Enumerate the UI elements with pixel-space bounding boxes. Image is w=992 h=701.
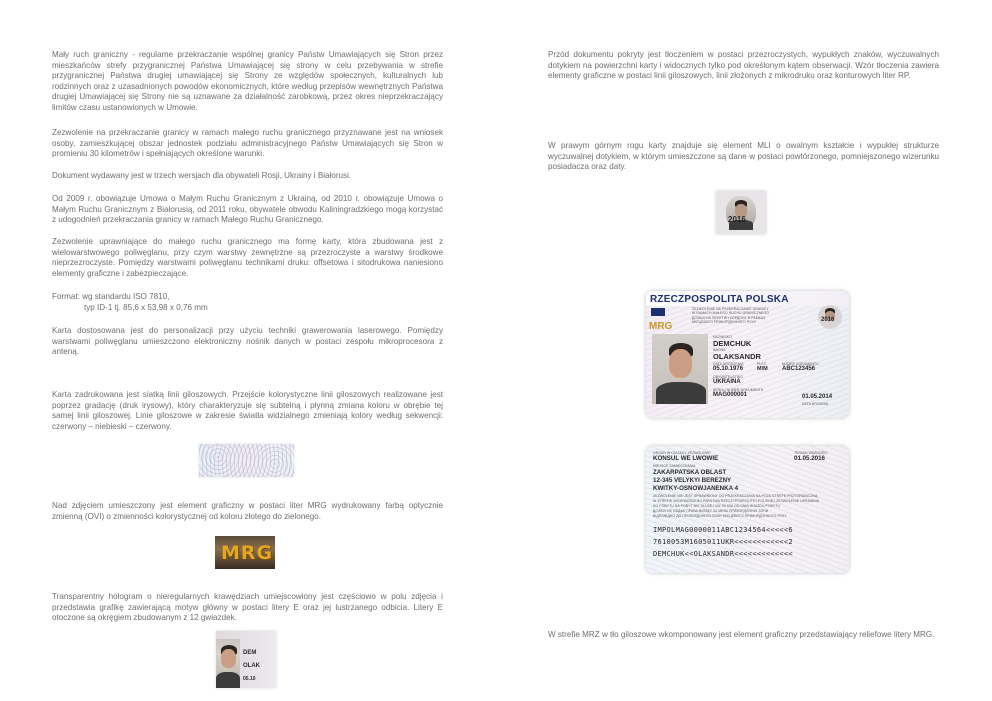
card-mrg-ovi: MRG [649,321,673,332]
mrz-line-3: DEMCHUK<<OLAKSANDR<<<<<<<<<<<<< [653,550,793,558]
paragraph-card-structure: Zezwolenie uprawniające do małego ruchu granicznego ma formę karty, która zbudowana jest z wielowarstwowego poliwęglanu, przy czym warstwy zewnętrzne są przezroczyste a warstwy środkowe nieprzezroczyste. Pomiędzy warstwami poliwęglanu technikami druku: offsetowa i sitodrukowa naniesiono elementy graficzne i zabezpieczające. [52,237,443,278]
paragraph-mli: W prawym górnym rogu karty znajduje się element MLI o owalnym kształcie i wypukłej strukturze wyczuwalnej dotykiem, w którym umieszczone są dane w postaci powtórzonego, pomniejszonego wizerunku posiadacza oraz daty. [548,141,939,172]
paragraph-definition: Mały ruch graniczny - regularne przekraczanie wspólnej granicy Państw Umawiających się Stron przez mieszkańców strefy przygranicznej Państwa Umawiającej się strony w celu przebywania w strefie przygranicznej Państwa drugiej umawiającej się Strony ze względów społecznych, kulturalnych lub rodzinnych oraz z uzasadnionych powodów ekonomicznych, które według przepisów wewnętrznych Państwa drugiej Umawiającej się Strony nie są uznawane za działalność zarobkową, przez okres nieprzekraczający limitów czasu ustanowionych w Umowie. [52,50,443,112]
card-title: RZECZPOSPOLITA POLSKA [650,294,789,305]
card-subtitle-2: W RAMACH MAŁEGO RUCHU GRANICZNEGO [692,311,769,315]
label-name: IMIONA [713,348,726,352]
card-issue-date: 01.05.2014 [802,394,833,400]
label-authority: ORGAN WYDAJĄCY ZEZWOLENIE [653,451,711,455]
label-residence: MIEJSCE ZAMIESZKANIA [653,464,696,468]
card-mli-year: 2016 [821,317,835,323]
hologram-crop-name: OLAK [243,663,260,669]
card-valid-date: 01.05.2016 [794,455,825,462]
label-number: NUMER DOKUMENTU [782,362,819,366]
label-surname: NAZWISKO [713,335,732,339]
card-back-image [646,446,849,573]
label-birth: DATA URODZENIA [713,362,744,366]
paragraph-agreements: Od 2009 r. obowiązuje Umowa o Małym Ruchu Granicznym z Ukrainą, od 2010 r. obowiązuje Umowa o Małym Ruchu Granicznym z Białorusią, od 2011 roku, obywatele obwodu Kaliningradzkiego mogą korzystać z udogodnień przekraczania granicy w ramach Małego Ruchu Granicznego. [52,194,443,225]
card-birth-date: 05.10.1976 [713,366,744,372]
holder-photo-crop [216,639,240,688]
paragraph-versions: Dokument wydawany jest w trzech wersjach dla obywateli Rosji, Ukrainy i Białorusi. [52,171,352,180]
card-note-3: DO POBYTU NA POBYT NIE DŁUŻEJ NIŻ 90 DNI OD DNIA WJAZDU POBYTU [653,504,781,508]
mrz-line-2: 7610053M1605011UKR<<<<<<<<<<<<2 [653,538,793,546]
format-line: Format: wg standardu ISO 7810, [52,292,170,301]
card-authority: KONSUL WE LWOWIE [653,455,719,462]
mrz-line-1: IMPOLMAG0000011ABC1234564<<<<<6 [653,526,793,534]
label-series: SERIA I NUMER DOKUMENTU [713,388,764,392]
card-given-name: OLAKSANDR [713,352,761,361]
card-residence-1: ZAKARPATSKA OBLAST [653,469,727,476]
card-subtitle-4: МІСЦЕВОГО ПРИКОРДОННОГО РУХУ [692,320,756,324]
card-sex: M/M [757,366,768,372]
label-citizenship: OBYWATELSTWO [713,375,743,379]
paragraph-permit-conditions: Zezwolenie na przekraczanie granicy w ramach małego ruchu granicznego przyznawane jest na wniosek osoby, zamieszkującej obszar jednostek podziału administracyjnego Państw Umawiających się Stron w promieniu 30 kilometrów i spełniających określone warunki. [52,128,443,159]
card-subtitle-3: ДОЗВІЛ НА ПЕРЕТИН КОРДОНУ В РАМКАХ [692,316,766,320]
mrg-sample-text: MRG [221,542,274,564]
card-residence-3: KWITKY-OSNOWJANENKA 4 [653,485,739,492]
card-residence-2: 12-345 VELYKYI BEREZNY [653,477,732,484]
mli-oval-portrait [726,196,756,230]
card-note-2: W STREFIE WOJEWÓDZKIEJ PAŃSTWA RZECZYPOSPOLITEJ POLSKIEJ ZEZWOLENIE UPRAWNIA [653,499,820,503]
mli-year-text: 2016 [728,215,746,224]
format-type-line: typ ID-1 tj. 85,6 x 53,98 x 0,76 mm [84,303,208,312]
mrg-ovi-sample-image [215,536,275,569]
label-issue-date: DATA WYDANIA [802,402,829,406]
hologram-crop-date: 05.10 [243,676,256,682]
card-note-1: ZEZWOLENIE NIE JEST UPRAWNIONY DO PRZEKRACZANIA NA POZA STREFĘ PRZYGRANICZNĄ [653,494,818,498]
paragraph-embossing: Przód dokumentu pokryty jest tłoczeniem w postaci przezroczystych, wypukłych znaków, wyczuwalnych dotykiem na powierzchni karty i widocznych tylko pod określonym kątem obserwacji. Wzór tłoczenia zawiera elementy graficzne w postaci linii giloszowych, linii złożonych z mikrodruku oraz konturowych liter RP. [548,50,939,81]
card-citizenship: UKRAINA [713,379,741,385]
paragraph-mrz: W strefie MRZ w tło giloszowe wkomponowany jest element graficzny przedstawiający reliefowe litery MRG. [548,630,935,639]
card-note-5: ВІДПОВІДНО ДО ПРИКОРДОННОЇ ЗОНИ МІСЦЕВОГО ПРИКОРДОННОГО РУХУ [653,514,787,518]
hologram-crop-surname: DEM [243,650,257,656]
eu-flag-icon [651,308,665,316]
hologram-crop-image [216,631,276,688]
card-front-image [646,291,849,418]
paragraph-hologram: Transparentny hologram o nieregularnych krawędziach umiejscowiony jest częściowo w polu zdjęcia i przedstawia grafikę zawierającą motyw główny w postaci litery E oraz jej lustrzanego odbicia. Litery E otoczone są okręgiem zbudowanym z 12 gwiazdek. [52,592,443,623]
paragraph-personalization: Karta dostosowana jest do personalizacji przy użyciu techniki grawerowania laserowego. Pomiędzy warstwami poliwęglanu umieszczono elektroniczny nośnik danych w postaci zespołu mikroprocesora z anteną. [52,326,443,357]
card-holder-photo [652,334,708,404]
mli-sample-image [716,191,766,234]
card-subtitle-1: ZEZWOLENIE NA PRZEKRACZANIE GRANICY [692,307,769,311]
card-number: ABC123456 [782,366,816,372]
paragraph-guilloche: Karta zadrukowana jest siatką linii giloszowych. Przejście kolorystyczne linii giloszowych realizowane jest poprzez gradację (druk irysowy), który charakteryzuje się subtelną i płynną zmiana koloru w obrębie tej samej linii giloszowej. Linie giloszowe w zakresie światła widzialnego zmieniają kolory według sekwencji: czerwony – niebieski – czerwony. [52,390,443,431]
label-sex: PŁEĆ [757,362,767,366]
label-valid: TERMIN WAŻNOŚCI [794,451,828,455]
card-mli-element [818,305,842,329]
card-surname: DEMCHUK [713,339,752,348]
guilloche-sample-image [199,444,294,477]
paragraph-ovi: Nad zdjęciem umieszczony jest element graficzny w postaci liter MRG wydrukowany farbą optycznie zmienną (OVI) o zmienności kolorystycznej od koloru złotego do zielonego. [52,501,443,521]
card-series: MAG000001 [713,392,748,398]
card-note-4: ДОЗВІЛ НЕ НАДАЄ ПРАВА ВИЇЗДУ ЗА МЕЖІ ПРИКОРДОННОЇ ЗОНИ [653,509,769,513]
right-page [496,0,992,701]
